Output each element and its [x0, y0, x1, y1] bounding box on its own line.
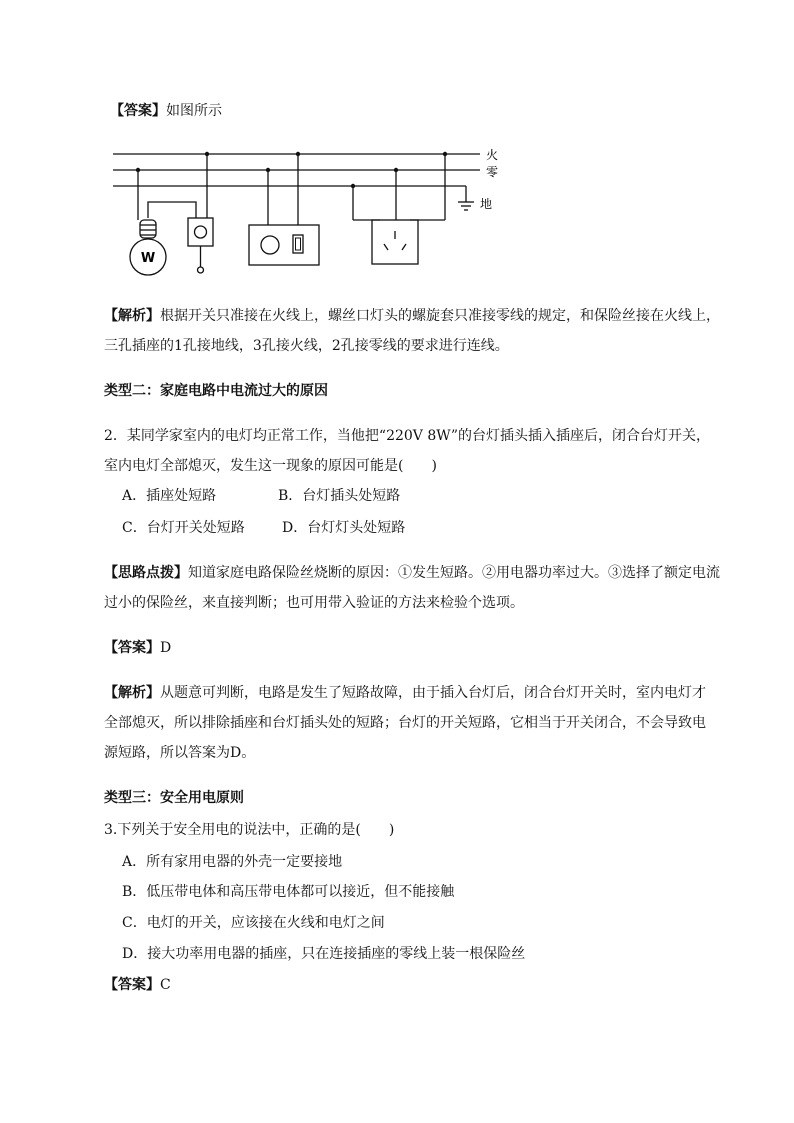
question-3-option-a: A．所有家用电器的外壳一定要接地 — [122, 854, 343, 870]
three-hole-socket-icon — [384, 231, 406, 250]
analysis-label: 【解析】 — [104, 308, 160, 324]
lamp-w-glyph: W — [140, 251, 156, 266]
question-2-option-b: B．台灯插头处短路 — [278, 488, 401, 504]
answer-3 — [104, 975, 171, 995]
outlet-box — [249, 225, 319, 265]
answer-label: 【答案】 — [110, 103, 166, 119]
ground-symbol-icon — [458, 186, 474, 210]
bulb-base-icon — [140, 220, 156, 238]
answer-label: 【答案】 — [104, 977, 160, 993]
hint-text: 知道家庭电路保险丝烧断的原因：①发生短路。②用电器功率过大。③选择了额定电流 — [188, 565, 720, 581]
question-2-line-2: 室内电灯全部熄灭，发生这一现象的原因可能是( ) — [104, 458, 437, 474]
answer-text: C — [160, 977, 171, 993]
question-2-line-1: 2．某同学家室内的电灯均正常工作，当他把“220V 8W”的台灯插头插入插座后，闭合台灯开关， — [104, 428, 711, 444]
two-hole-socket-icon — [261, 236, 279, 254]
ground-label: 地 — [480, 197, 493, 211]
question-3-option-d: D．接大功率用电器的插座，只在连接插座的零线上装一根保险丝 — [122, 946, 526, 962]
neutral-label: 零 — [486, 165, 499, 179]
analysis-1-line-1 — [104, 306, 720, 326]
question-3-line-1: 3.下列关于安全用电的说法中，正确的是( ) — [104, 822, 395, 838]
answer-text: D — [160, 640, 172, 656]
answer-2 — [104, 638, 171, 658]
analysis-label: 【解析】 — [104, 685, 160, 701]
answer-text: 如图所示 — [166, 103, 222, 119]
analysis-text: 从题意可判断，电路是发生了短路故障，由于插入台灯后，闭合台灯开关时，室内电灯才 — [160, 685, 706, 701]
question-3-option-c: C．电灯的开关，应该接在火线和电灯之间 — [122, 915, 385, 931]
analysis-2-line-1 — [104, 683, 706, 703]
question-2-option-d: D．台灯灯头处短路 — [282, 520, 406, 536]
hint-2-line-1 — [104, 563, 720, 583]
three-hole-socket-box — [372, 220, 418, 264]
hint-2-line-2: 过小的保险丝，来直接判断；也可用带入验证的方法来检验个选项。 — [104, 595, 524, 611]
type-3-heading: 类型三：安全用电原则 — [104, 790, 244, 806]
analysis-text: 根据开关只准接在火线上，螺丝口灯头的螺旋套只准接零线的规定，和保险丝接在火线上， — [160, 308, 720, 324]
analysis-2-line-2: 全部熄灭，所以排除插座和台灯插头处的短路；台灯的开关短路，它相当于开关闭合，不会导致电 — [104, 715, 706, 731]
question-3-option-b: B．低压带电体和高压带电体都可以接近，但不能接触 — [122, 884, 455, 900]
switch-box — [188, 218, 213, 246]
answer-1 — [110, 101, 222, 121]
analysis-1-line-2: 三孔插座的1孔接地线，3孔接火线，2孔接零线的要求进行连线。 — [104, 338, 509, 354]
answer-label: 【答案】 — [104, 640, 160, 656]
live-label: 火 — [486, 148, 499, 162]
question-2-option-a: A．插座处短路 — [122, 488, 217, 504]
analysis-2-line-3: 源短路，所以答案为D。 — [104, 745, 256, 761]
type-2-heading: 类型二：家庭电路中电流过大的原因 — [104, 383, 328, 399]
wiring-diagram — [108, 140, 508, 280]
question-2-option-c: C．台灯开关处短路 — [122, 520, 245, 536]
hint-label: 【思路点拨】 — [104, 565, 188, 581]
switch-knob-icon — [195, 226, 207, 238]
